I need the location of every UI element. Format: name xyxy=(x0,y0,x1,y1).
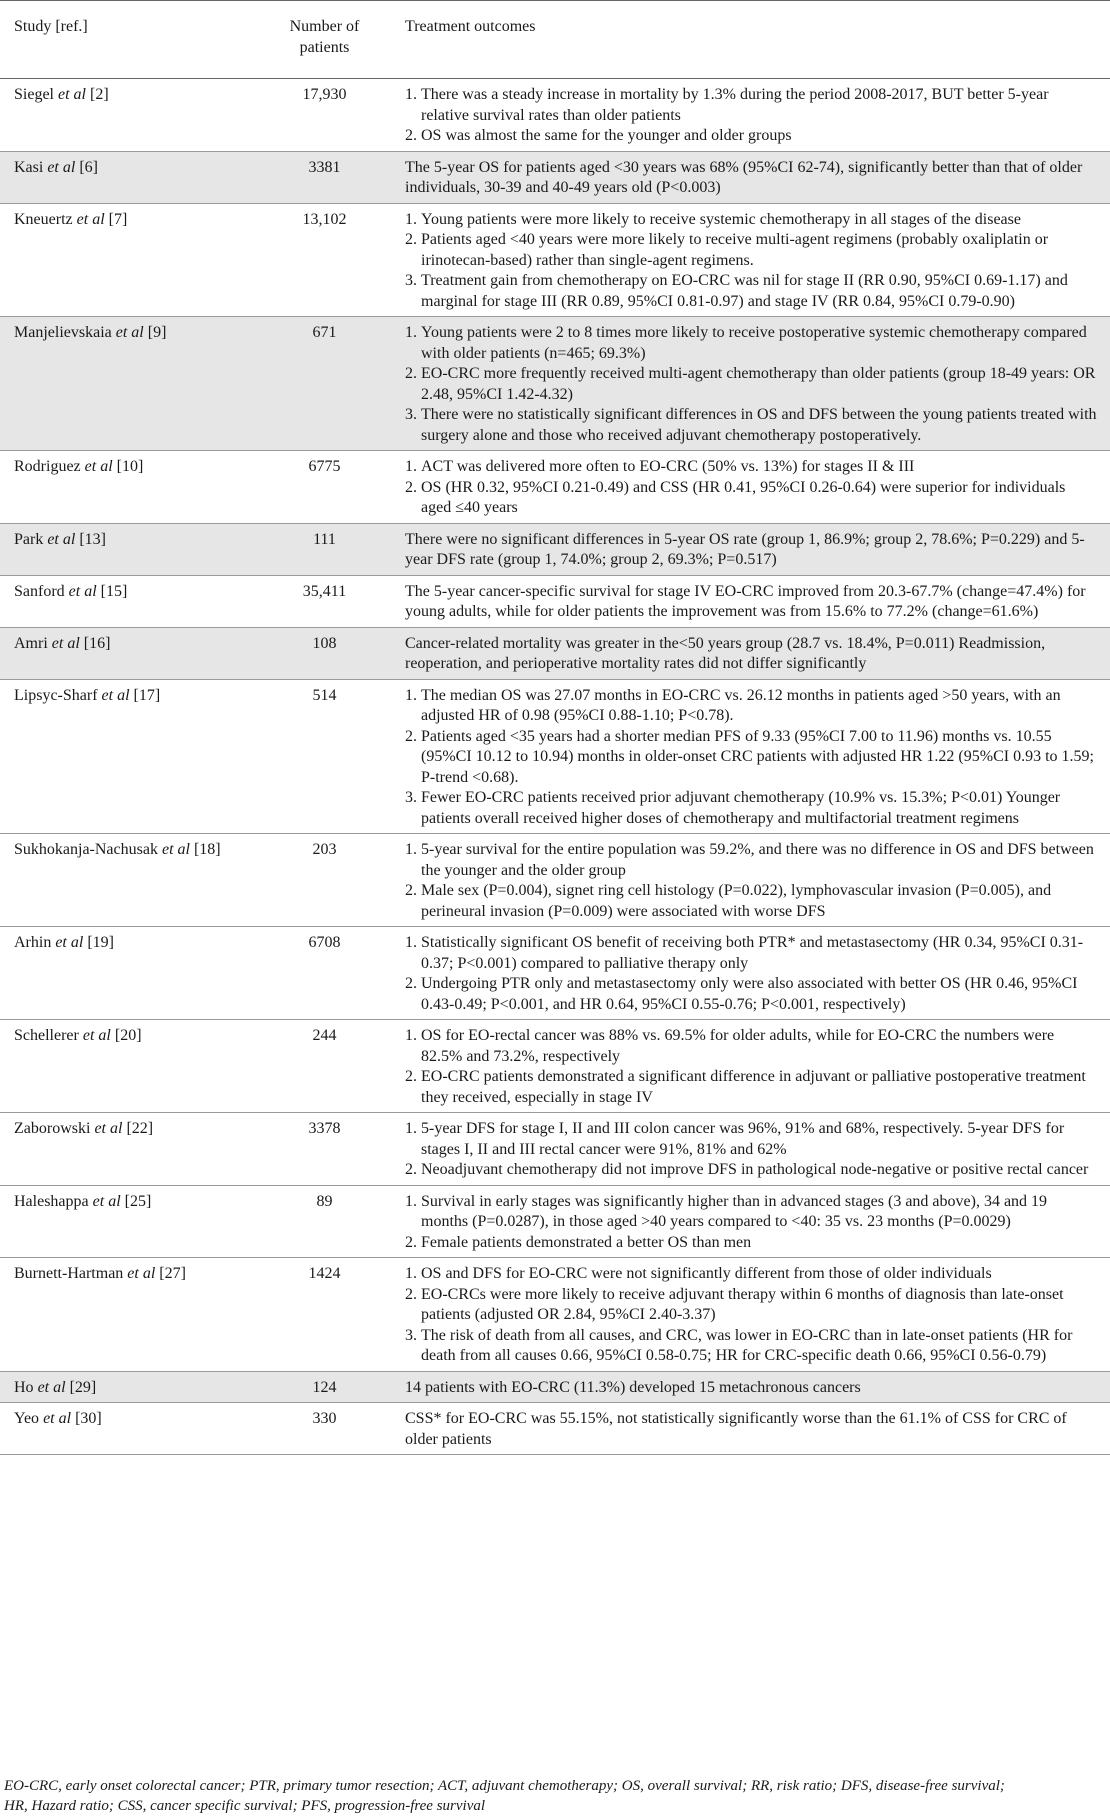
patients-cell: 3381 xyxy=(258,151,391,203)
header-patients xyxy=(258,1,391,79)
study-author: Burnett-Hartman xyxy=(14,1265,124,1282)
study-cell xyxy=(0,523,258,575)
outcomes-list xyxy=(405,323,1098,446)
outcome-text: There was a steady increase in mortality by 1.3% during the period 2008-2017, BUT better 5-year relative survival rates than older patients xyxy=(421,86,1049,124)
outcome-number: 2. xyxy=(405,1285,417,1303)
outcome-text: Fewer EO-CRC patients received prior adjuvant chemotherapy (10.9% vs. 15.3%; P<0.01) Younger patients overall received higher doses of chemotherapy and multifactorial treatment regimens xyxy=(421,789,1061,827)
outcome-item xyxy=(405,1264,1098,1285)
patients-cell: 6708 xyxy=(258,927,391,1020)
outcome-text: CSS* for EO-CRC was 55.15%, not statistically significantly worse than the 61.1% of CSS for CRC of older patients xyxy=(405,1410,1067,1448)
outcome-item xyxy=(405,1192,1098,1233)
footnote xyxy=(4,1776,1108,1816)
outcome-item xyxy=(405,1067,1098,1108)
study-cell xyxy=(0,927,258,1020)
study-etal: et al xyxy=(92,1192,121,1210)
study-etal: et al xyxy=(94,1120,123,1137)
header-outcomes: Treatment outcomes xyxy=(391,1,1110,79)
outcomes-cell xyxy=(391,575,1110,627)
outcome-text: Patients aged <40 years were more likely to receive multi-agent regimens (probably oxaliplatin or irinotecan-based) rather than single-agent regimens. xyxy=(421,231,1049,269)
study-author: Yeo xyxy=(14,1410,40,1427)
table-row xyxy=(0,927,1110,1020)
outcome-item xyxy=(405,933,1098,974)
outcomes-cell xyxy=(391,451,1110,524)
study-etal: et al xyxy=(127,1265,156,1282)
header-patients-line1: Number of xyxy=(289,18,360,35)
study-cell xyxy=(0,203,258,317)
outcomes-cell xyxy=(391,834,1110,927)
patients-cell: 6775 xyxy=(258,451,391,524)
outcome-item xyxy=(405,1285,1098,1326)
outcome-number: 1. xyxy=(405,686,417,704)
outcome-number: 3. xyxy=(405,406,417,423)
study-ref: [7] xyxy=(108,210,128,228)
outcome-number: 3. xyxy=(405,1326,417,1344)
study-ref: [17] xyxy=(133,686,161,704)
study-cell xyxy=(0,1020,258,1113)
outcome-item xyxy=(405,85,1098,126)
study-etal: et al xyxy=(101,686,130,704)
table-header-row xyxy=(0,1,1110,79)
outcome-item xyxy=(405,840,1098,881)
outcome-number: 1. xyxy=(405,324,417,341)
patients-cell: 671 xyxy=(258,317,391,451)
table-row xyxy=(0,679,1110,834)
table-row xyxy=(0,575,1110,627)
table-row xyxy=(0,79,1110,152)
outcome-text: Undergoing PTR only and metastasectomy only were also associated with better OS (HR 0.46, 95%CI 0.43-0.49; P<0.001, and HR 0.64, 95%CI 0.55-0.76; P<0.001, respectively) xyxy=(421,975,1078,1013)
table-row xyxy=(0,151,1110,203)
outcome-item xyxy=(405,364,1098,405)
outcome-text: EO-CRCs were more likely to receive adjuvant therapy within 6 months of diagnosis than late-onset patients (adjusted OR 2.84, 95%CI 2.40-3.37) xyxy=(421,1285,1064,1323)
study-etal: et al xyxy=(84,458,113,475)
patients-cell: 108 xyxy=(258,627,391,679)
outcome-text: Treatment gain from chemotherapy on EO-CRC was nil for stage II (RR 0.90, 95%CI 0.69-1.17) and marginal for stage III (RR 0.89, 95%CI 0.81-0.97) and stage IV (RR 0.84, 95%CI 0.79-0.90) xyxy=(421,272,1068,310)
study-author: Haleshappa xyxy=(14,1192,89,1210)
outcomes-cell xyxy=(391,1371,1110,1403)
table-row xyxy=(0,451,1110,524)
study-author: Sukhokanja-Nachusak xyxy=(14,841,158,858)
patients-cell: 89 xyxy=(258,1185,391,1258)
patients-cell: 111 xyxy=(258,523,391,575)
study-ref: [9] xyxy=(147,324,167,341)
outcome-item xyxy=(405,974,1098,1015)
study-etal: et al xyxy=(161,841,190,858)
outcome-item xyxy=(405,1026,1098,1067)
study-author: Park xyxy=(14,530,44,548)
study-ref: [22] xyxy=(126,1120,154,1137)
study-ref: [25] xyxy=(124,1192,152,1210)
outcomes-cell xyxy=(391,1403,1110,1455)
outcome-text: Male sex (P=0.004), signet ring cell histology (P=0.022), lymphovascular invasion (P=0.005), and perineural invasion (P=0.009) were associated with worse DFS xyxy=(421,882,1052,920)
outcome-text: 5-year DFS for stage I, II and III colon cancer was 96%, 91% and 68%, respectively. 5-year DFS for stages I, II and III rectal cancer were 91%, 81% and 62% xyxy=(421,1120,1065,1158)
outcome-number: 1. xyxy=(405,86,417,103)
study-etal: et al xyxy=(47,158,76,176)
outcome-text: The 5-year cancer-specific survival for stage IV EO-CRC improved from 20.3-67.7% (change=47.4%) for young adults, while for older patients the improvement was from 15.6% to 77.2% (change=61.6%) xyxy=(405,582,1086,620)
study-etal: et al xyxy=(68,582,97,600)
study-ref: [18] xyxy=(193,841,221,858)
outcome-text: 14 patients with EO-CRC (11.3%) developed 15 metachronous cancers xyxy=(405,1378,861,1396)
outcome-item xyxy=(405,1326,1098,1367)
footnote-line2: HR, Hazard ratio; CSS, cancer specific survival; PFS, progression-free survival xyxy=(4,1798,486,1814)
study-ref: [15] xyxy=(100,582,128,600)
outcome-item xyxy=(405,1233,1098,1254)
patients-cell: 244 xyxy=(258,1020,391,1113)
study-author: Siegel xyxy=(14,86,54,103)
outcome-number: 1. xyxy=(405,1120,417,1137)
study-cell xyxy=(0,451,258,524)
outcome-number: 2. xyxy=(405,1161,417,1178)
outcome-number: 1. xyxy=(405,210,417,228)
study-author: Lipsyc-Sharf xyxy=(14,686,98,704)
table-row xyxy=(0,1258,1110,1372)
outcome-number: 3. xyxy=(405,272,417,289)
table-row xyxy=(0,1020,1110,1113)
outcome-text: Patients aged <35 years had a shorter median PFS of 9.33 (95%CI 7.00 to 11.96) months vs. 10.55 (95%CI 10.12 to 10.94) months in older-onset CRC patients with adjusted HR 1.22 (95%CI 0.93 to 1.59; P-trend <0.68). xyxy=(421,727,1094,786)
patients-cell: 514 xyxy=(258,679,391,834)
patients-cell: 17,930 xyxy=(258,79,391,152)
outcome-item xyxy=(405,881,1098,922)
outcome-number: 2. xyxy=(405,127,417,144)
outcomes-list xyxy=(405,1026,1098,1108)
outcome-text: The 5-year OS for patients aged <30 years was 68% (95%CI 62-74), significantly better than that of older individuals, 30-39 and 40-49 years old (P<0.003) xyxy=(405,158,1083,196)
patients-cell: 124 xyxy=(258,1371,391,1403)
outcome-text: OS for EO-rectal cancer was 88% vs. 69.5% for older adults, while for EO-CRC the numbers were 82.5% and 73.2%, respectively xyxy=(421,1027,1055,1065)
study-author: Kasi xyxy=(14,158,44,176)
table-row xyxy=(0,1185,1110,1258)
table-row xyxy=(0,203,1110,317)
study-author: Schellerer xyxy=(14,1027,79,1044)
outcome-number: 2. xyxy=(405,882,417,899)
study-cell xyxy=(0,1403,258,1455)
outcomes-cell xyxy=(391,1020,1110,1113)
patients-cell: 13,102 xyxy=(258,203,391,317)
outcomes-list xyxy=(405,1192,1098,1254)
outcomes-cell xyxy=(391,1113,1110,1186)
outcome-number: 1. xyxy=(405,841,417,858)
outcome-text: 5-year survival for the entire population was 59.2%, and there was no difference in OS and DFS between the younger and the older group xyxy=(421,841,1094,879)
study-ref: [29] xyxy=(69,1378,97,1396)
study-cell xyxy=(0,575,258,627)
study-etal: et al xyxy=(115,324,144,341)
study-cell xyxy=(0,627,258,679)
outcomes-list xyxy=(405,1119,1098,1181)
study-ref: [2] xyxy=(90,86,109,103)
outcomes-cell xyxy=(391,203,1110,317)
outcome-number: 2. xyxy=(405,478,417,496)
table-row xyxy=(0,1371,1110,1403)
study-etal: et al xyxy=(82,1027,111,1044)
table-row xyxy=(0,627,1110,679)
study-author: Amri xyxy=(14,634,48,652)
study-etal: et al xyxy=(47,530,76,548)
footnote-line1: EO-CRC, early onset colorectal cancer; PTR, primary tumor resection; ACT, adjuvant chemotherapy; OS, overall survival; RR, risk ratio; DFS, disease-free survival; xyxy=(4,1778,1005,1794)
outcomes-list xyxy=(405,210,1098,313)
outcome-item xyxy=(405,457,1098,478)
study-cell xyxy=(0,151,258,203)
study-etal: et al xyxy=(76,210,105,228)
outcome-number: 1. xyxy=(405,1027,417,1044)
study-cell xyxy=(0,317,258,451)
outcome-text: Neoadjuvant chemotherapy did not improve DFS in pathological node-negative or positive rectal cancer xyxy=(421,1161,1089,1178)
outcome-number: 2. xyxy=(405,727,417,745)
outcomes-list xyxy=(405,933,1098,1015)
outcomes-cell xyxy=(391,151,1110,203)
table-row xyxy=(0,1113,1110,1186)
study-ref: [30] xyxy=(75,1410,102,1427)
table-row xyxy=(0,1403,1110,1455)
outcome-item xyxy=(405,1119,1098,1160)
patients-cell: 330 xyxy=(258,1403,391,1455)
outcome-text: The median OS was 27.07 months in EO-CRC vs. 26.12 months in patients aged >50 years, with an adjusted HR of 0.98 (95%CI 0.88-1.10; P<0.78). xyxy=(421,686,1061,724)
outcome-number: 2. xyxy=(405,975,417,992)
outcomes-cell xyxy=(391,523,1110,575)
study-author: Manjelievskaia xyxy=(14,324,112,341)
outcome-number: 2. xyxy=(405,1068,417,1085)
header-patients-line2: patients xyxy=(299,38,350,56)
outcome-item xyxy=(405,788,1098,829)
outcome-item xyxy=(405,478,1098,519)
study-ref: [16] xyxy=(83,634,111,652)
study-cell xyxy=(0,1258,258,1372)
study-cell xyxy=(0,1371,258,1403)
study-etal: et al xyxy=(43,1410,72,1427)
study-etal: et al xyxy=(51,634,80,652)
study-author: Arhin xyxy=(14,934,52,951)
outcome-text: EO-CRC patients demonstrated a significant difference in adjuvant or palliative postoperative treatment they received, especially in stage IV xyxy=(421,1068,1086,1106)
study-ref: [10] xyxy=(116,458,144,475)
header-study: Study [ref.] xyxy=(0,1,258,79)
outcome-text: The risk of death from all causes, and CRC, was lower in EO-CRC than in late-onset patients (HR for death from all causes 0.66, 95%CI 0.58-0.75; HR for CRC-specific death 0.66, 95%CI 0.56-0.79) xyxy=(421,1326,1073,1364)
outcome-text: OS and DFS for EO-CRC were not significantly different from those of older individuals xyxy=(421,1265,992,1282)
outcome-text: Young patients were 2 to 8 times more likely to receive postoperative systemic chemotherapy compared with older patients (n=465; 69.3%) xyxy=(421,324,1087,362)
outcomes-list xyxy=(405,840,1098,922)
patients-cell: 35,411 xyxy=(258,575,391,627)
study-author: Kneuertz xyxy=(14,210,73,228)
patients-cell: 3378 xyxy=(258,1113,391,1186)
outcomes-cell xyxy=(391,927,1110,1020)
study-cell xyxy=(0,679,258,834)
outcomes-cell xyxy=(391,1185,1110,1258)
outcome-text: There were no significant differences in 5-year OS rate (group 1, 86.9%; group 2, 78.6%; P=0.229) and 5-year DFS rate (group 1, 74.0%; group 2, 69.3%; P=0.517) xyxy=(405,530,1085,568)
outcome-text: There were no statistically significant differences in OS and DFS between the young patients treated with surgery alone and those who received adjuvant chemotherapy postoperatively. xyxy=(421,406,1097,444)
outcome-number: 3. xyxy=(405,789,417,806)
study-etal: et al xyxy=(55,934,84,951)
outcome-item xyxy=(405,271,1098,312)
outcomes-cell xyxy=(391,679,1110,834)
outcomes-list xyxy=(405,457,1098,519)
table-row xyxy=(0,317,1110,451)
outcome-item xyxy=(405,230,1098,271)
study-etal: et al xyxy=(37,1378,66,1396)
outcome-number: 2. xyxy=(405,231,417,248)
outcomes-cell xyxy=(391,79,1110,152)
outcome-text: Survival in early stages was significantly higher than in advanced stages (3 and above), 34 and 19 months (P=0.0287), in those aged >40 years compared to <40: 35 vs. 23 months (P=0.0029) xyxy=(421,1192,1048,1230)
outcome-number: 1. xyxy=(405,934,417,951)
study-ref: [20] xyxy=(114,1027,142,1044)
outcomes-cell xyxy=(391,1258,1110,1372)
outcome-item xyxy=(405,210,1098,231)
outcome-text: Female patients demonstrated a better OS than men xyxy=(421,1233,752,1251)
outcome-number: 1. xyxy=(405,458,417,475)
study-ref: [19] xyxy=(87,934,114,951)
outcome-item xyxy=(405,727,1098,789)
outcome-number: 1. xyxy=(405,1192,417,1210)
study-etal: et al xyxy=(58,86,86,103)
outcome-text: OS was almost the same for the younger and older groups xyxy=(421,127,792,144)
outcome-text: ACT was delivered more often to EO-CRC (50% vs. 13%) for stages II & III xyxy=(421,458,915,475)
study-author: Ho xyxy=(14,1378,34,1396)
outcomes-list xyxy=(405,1264,1098,1367)
table-row xyxy=(0,523,1110,575)
patients-cell: 203 xyxy=(258,834,391,927)
study-ref: [13] xyxy=(79,530,106,548)
outcomes-list xyxy=(405,85,1098,147)
table-row xyxy=(0,834,1110,927)
study-cell xyxy=(0,834,258,927)
outcome-number: 2. xyxy=(405,365,417,382)
outcome-item xyxy=(405,126,1098,147)
patients-cell: 1424 xyxy=(258,1258,391,1372)
outcome-text: Young patients were more likely to receive systemic chemotherapy in all stages of the disease xyxy=(421,210,1021,228)
study-author: Zaborowski xyxy=(14,1120,91,1137)
study-author: Rodriguez xyxy=(14,458,81,475)
outcome-item xyxy=(405,1160,1098,1181)
outcome-text: Cancer-related mortality was greater in the<50 years group (28.7 vs. 18.4%, P=0.011) Readmission, reoperation, and perioperative mortality rates did not differ significantly xyxy=(405,634,1046,672)
table-body xyxy=(0,79,1110,1455)
outcome-number: 2. xyxy=(405,1233,417,1251)
outcome-number: 1. xyxy=(405,1265,417,1282)
outcomes-cell xyxy=(391,317,1110,451)
outcome-text: OS (HR 0.32, 95%CI 0.21-0.49) and CSS (HR 0.41, 95%CI 0.26-0.64) were superior for individuals aged ≤40 years xyxy=(421,478,1066,516)
outcome-text: Statistically significant OS benefit of receiving both PTR* and metastasectomy (HR 0.34, 95%CI 0.31-0.37; P<0.001) compared to palliative therapy only xyxy=(421,934,1084,972)
study-ref: [27] xyxy=(159,1265,186,1282)
study-cell xyxy=(0,1185,258,1258)
study-cell xyxy=(0,79,258,152)
study-ref: [6] xyxy=(79,158,98,176)
outcome-item xyxy=(405,686,1098,727)
outcomes-list xyxy=(405,686,1098,830)
outcome-text: EO-CRC more frequently received multi-agent chemotherapy than older patients (group 18-49 years: OR 2.48, 95%CI 1.42-4.32) xyxy=(421,365,1096,403)
study-author: Sanford xyxy=(14,582,65,600)
outcome-item xyxy=(405,323,1098,364)
outcomes-cell xyxy=(391,627,1110,679)
study-cell xyxy=(0,1113,258,1186)
outcome-item xyxy=(405,405,1098,446)
